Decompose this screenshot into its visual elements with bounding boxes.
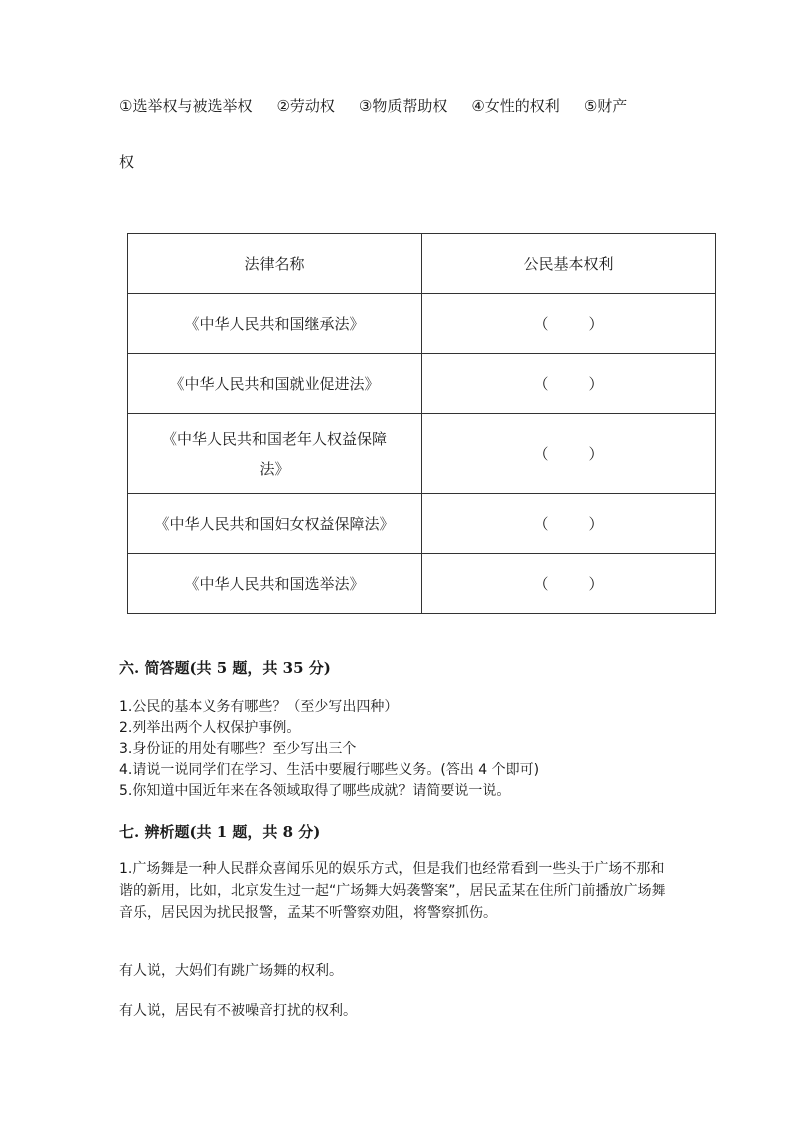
opinion-line-1: 有人说，大妈们有跳广场舞的权利。 — [119, 963, 343, 979]
question-3: 3.身份证的用处有哪些？至少写出三个 — [119, 741, 357, 757]
law-name-cell — [128, 414, 422, 494]
table-header-row — [128, 234, 716, 294]
law-name-line2: 法》 — [259, 459, 290, 478]
blank-open-paren: （ — [533, 514, 549, 533]
option-5-wrap: 权 — [119, 153, 135, 171]
answer-blank[interactable] — [422, 554, 716, 614]
option-1: ①选举权与被选举权 — [119, 97, 253, 115]
header-basic-rights: 公民基本权利 — [422, 234, 716, 294]
header-law-name: 法律名称 — [128, 234, 422, 294]
law-name-cell: 《中华人民共和国选举法》 — [128, 554, 422, 614]
blank-close-paren: ） — [588, 574, 604, 593]
question-5: 5.你知道中国近年来在各领域取得了哪些成就？请简要说一说。 — [119, 783, 511, 799]
law-rights-table — [127, 233, 716, 614]
answer-blank[interactable] — [422, 494, 716, 554]
option-5: ⑤财产 — [583, 97, 628, 115]
blank-open-paren: （ — [533, 374, 549, 393]
option-4: ④女性的权利 — [471, 97, 560, 115]
section-6-title: 六. 简答题(共 5 题，共 35 分) — [119, 659, 331, 677]
table-row — [128, 554, 716, 614]
blank-close-paren: ） — [588, 444, 604, 463]
law-name-cell: 《中华人民共和国妇女权益保障法》 — [128, 494, 422, 554]
answer-blank[interactable] — [422, 414, 716, 494]
blank-open-paren: （ — [533, 444, 549, 463]
law-name-line1: 《中华人民共和国老年人权益保障 — [161, 429, 387, 448]
question-4: 4.请说一说同学们在学习、生活中要履行哪些义务。(答出 4 个即可) — [119, 762, 540, 778]
section-7-title: 七. 辨析题(共 1 题，共 8 分) — [119, 823, 321, 841]
option-2: ②劳动权 — [276, 97, 335, 115]
table-row — [128, 354, 716, 414]
blank-close-paren: ） — [588, 374, 604, 393]
table-row — [128, 494, 716, 554]
table-row — [128, 414, 716, 494]
rights-options — [119, 92, 679, 171]
question-2: 2.列举出两个人权保护事例。 — [119, 720, 301, 736]
blank-close-paren: ） — [588, 314, 604, 333]
option-3: ③物质帮助权 — [358, 97, 448, 115]
law-name-cell: 《中华人民共和国继承法》 — [128, 294, 422, 354]
blank-close-paren: ） — [588, 514, 604, 533]
opinion-line-2: 有人说，居民有不被噪音打扰的权利。 — [119, 1003, 357, 1019]
law-name-cell: 《中华人民共和国就业促进法》 — [128, 354, 422, 414]
analysis-paragraph: 1.广场舞是一种人民群众喜闻乐见的娱乐方式，但是我们也经常看到一些头于广场不那和谐的新用，比如，北京发生过一起“广场舞大妈袭警案”，居民孟某在住所门前播放广场舞音乐，居民因为扰民报警，孟某不听警察劝阻，将警察抓伤。 — [119, 861, 666, 921]
answer-blank[interactable] — [422, 294, 716, 354]
blank-open-paren: （ — [533, 574, 549, 593]
table-row — [128, 294, 716, 354]
short-answer-questions — [119, 697, 679, 802]
answer-blank[interactable] — [422, 354, 716, 414]
question-1: 1.公民的基本义务有哪些？（至少写出四种） — [119, 699, 399, 715]
blank-open-paren: （ — [533, 314, 549, 333]
